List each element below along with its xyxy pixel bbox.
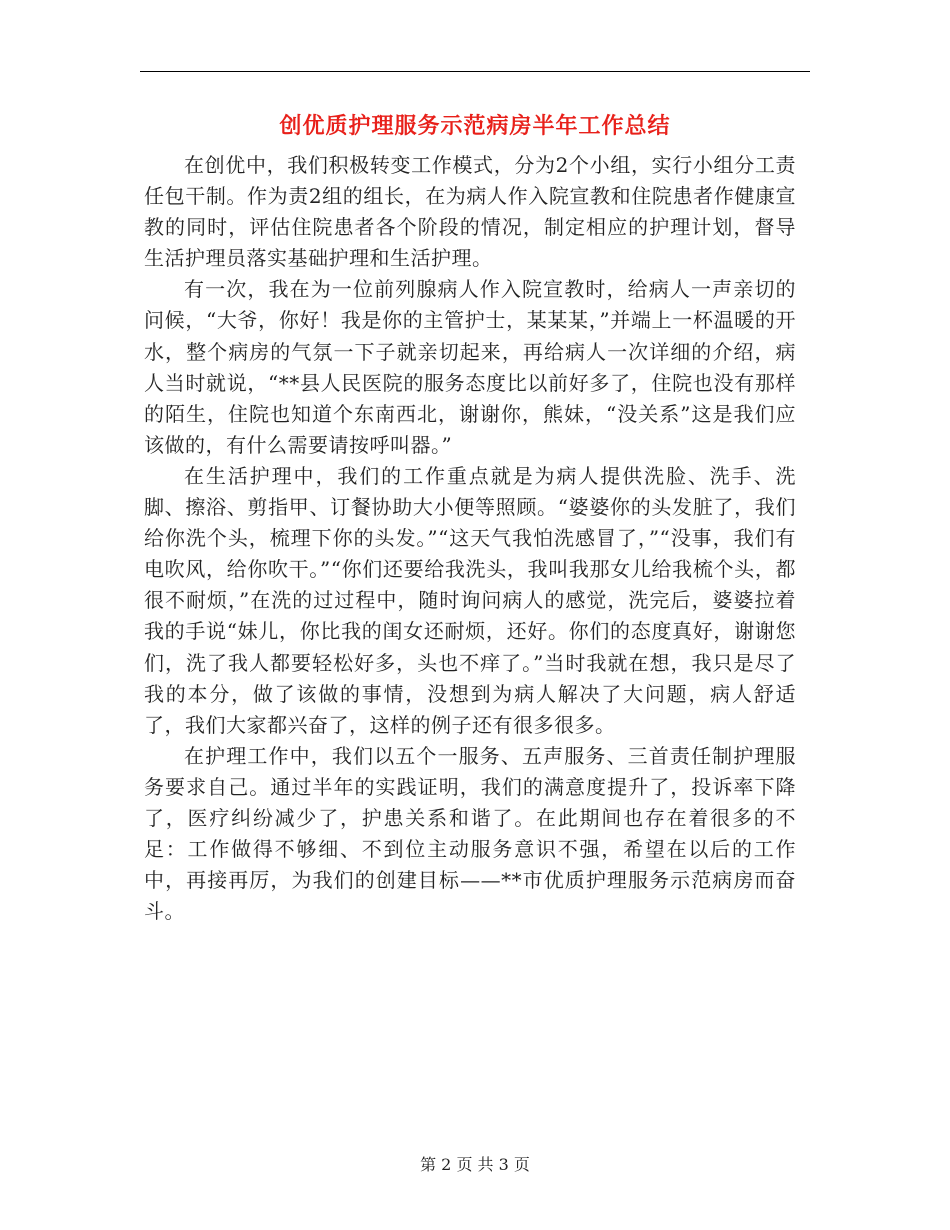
paragraph-1: 在创优中，我们积极转变工作模式，分为2个小组，实行小组分工责任包干制。作为责2组的组长，在为病人作入院宣教和住院患者作健康宣教的同时，评估住院患者各个阶段的情况，制定相应的护理计划，督导生活护理员落实基础护理和生活护理。 (144, 153, 796, 271)
document-title: 创优质护理服务示范病房半年工作总结 (279, 113, 671, 139)
document-body (144, 150, 796, 927)
paragraph-2: 有一次，我在为一位前列腺病人作入院宣教时，给病人一声亲切的问候，“大爷，你好！我是你的主管护士，某某某，”并端上一杯温暖的开水，整个病房的气氛一下子就亲切起来，再给病人一次详细的介绍，病人当时就说，“**县人民医院的服务态度比以前好多了，住院也没有那样的陌生，住院也知道个东南西北，谢谢你，熊妹，“没关系”这是我们应该做的，有什么需要请按呼叫器。” (144, 277, 796, 457)
paragraph-4: 在护理工作中，我们以五个一服务、五声服务、三首责任制护理服务要求自己。通过半年的实践证明，我们的满意度提升了，投诉率下降了，医疗纠纷减少了，护患关系和谐了。在此期间也存在着很多的不足：工作做得不够细、不到位主动服务意识不强，希望在以后的工作中，再接再厉，为我们的创建目标——**市优质护理服务示范病房而奋斗。 (144, 743, 796, 924)
header-rule (140, 71, 810, 72)
page-number: 第 2 页 共 3 页 (420, 1155, 530, 1174)
paragraph-3: 在生活护理中，我们的工作重点就是为病人提供洗脸、洗手、洗脚、擦浴、剪指甲、订餐协助大小便等照顾。“婆婆你的头发脏了，我们给你洗个头，梳理下你的头发。”“这天气我怕洗感冒了，”“没事，我们有电吹风，给你吹干。”“你们还要给我洗头，我叫我那女儿给我梳个头，都很不耐烦，”在洗的过过程中，随时询问病人的感觉，洗完后，婆婆拉着我的手说“妹儿，你比我的闺女还耐烦，还好。你们的态度真好，谢谢您们，洗了我人都要轻松好多，头也不痒了。”当时我就在想，我只是尽了我的本分，做了该做的事情，没想到为病人解决了大问题，病人舒适了，我们大家都兴奋了，这样的例子还有很多很多。 (144, 463, 796, 737)
